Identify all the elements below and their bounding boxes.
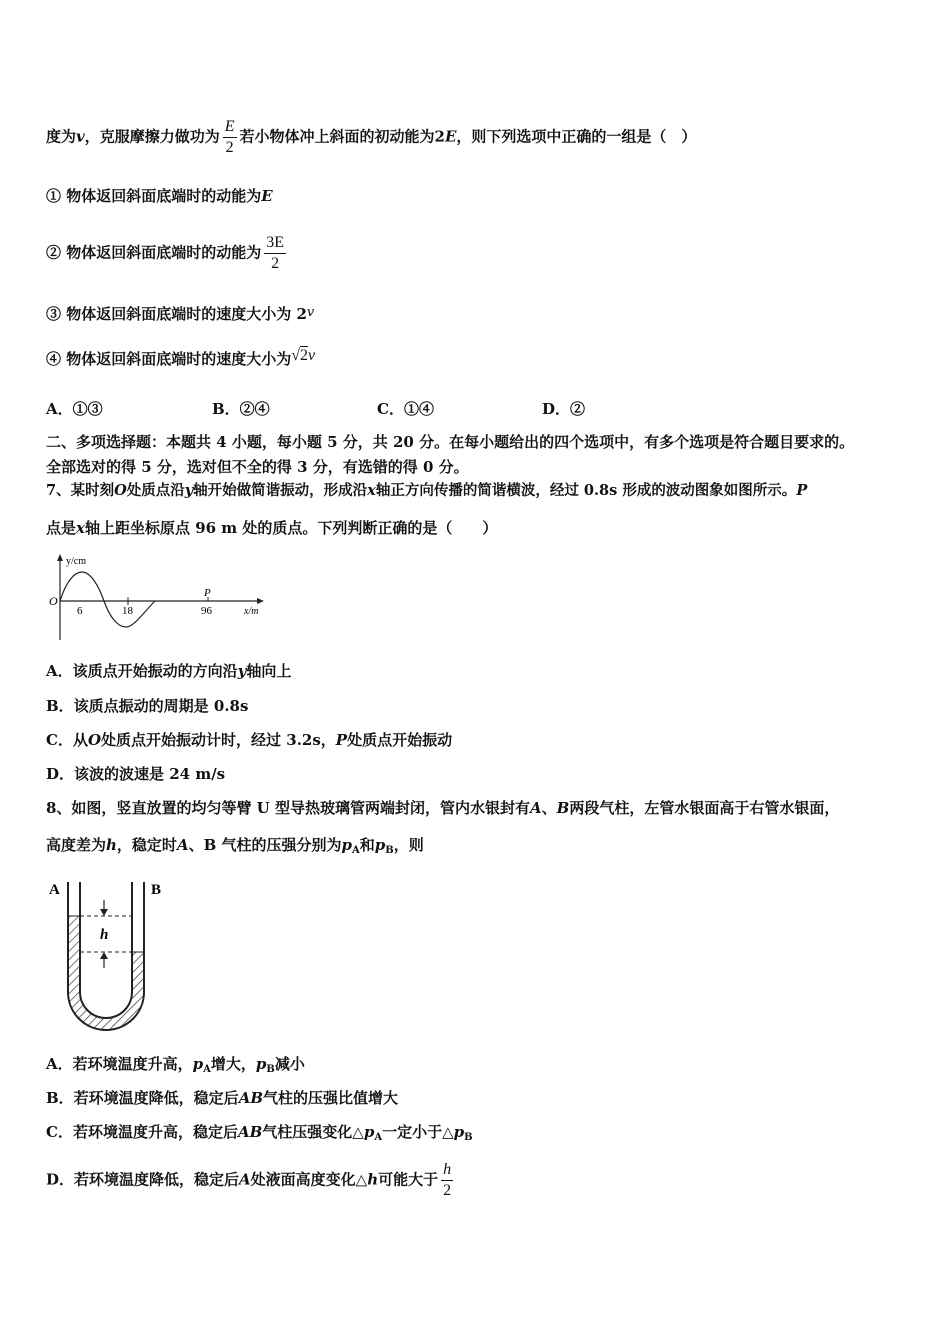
tick-label-18: 18 bbox=[122, 605, 133, 617]
q7-option-b[interactable]: B．该质点振动的周期是 0.8s bbox=[46, 697, 249, 715]
text: 若小物体冲上斜面的初动能为2 bbox=[239, 127, 445, 146]
x-axis-label: x/m bbox=[244, 606, 259, 617]
origin-label: O bbox=[49, 594, 58, 608]
q8-stem-line-1: 8、如图，竖直放置的均匀等臂 U 型导热玻璃管两端封闭，管内水银封有A、B两段气柱，左管水银面高于右管水银面， bbox=[46, 799, 840, 817]
var-v: v bbox=[76, 127, 85, 146]
q8-option-a[interactable]: A．若环境温度升高，$p_A$增大，$p_B$减小 bbox=[46, 1055, 305, 1075]
fraction-3e-over-2: $\frac{3E}{2}$ bbox=[266, 234, 285, 272]
q6-option-d[interactable]: D．② bbox=[542, 400, 586, 418]
arrowhead-down-icon bbox=[100, 909, 108, 916]
wave-graph bbox=[44, 552, 274, 644]
y-axis-arrow-icon bbox=[57, 554, 63, 561]
q8-stem-line-2: 高度差为h，稳定时A、B 气柱的压强分别为$p_A$和$p_B$，则 bbox=[46, 836, 424, 856]
section-instructions: 全部选对的得 5 分，选对但不全的得 3 分，有选错的得 0 分。 bbox=[46, 458, 469, 476]
text: ，则下列选项中正确的一组是（ ） bbox=[456, 127, 697, 146]
y-axis-label: y/cm bbox=[66, 556, 86, 567]
q7-option-d[interactable]: D．该波的波速是 24 m/s bbox=[46, 765, 226, 783]
section-heading: 二、多项选择题：本题共 4 小题，每小题 5 分，共 20 分。在每小题给出的四个选项中，有多个选项是符合题目要求的。 bbox=[46, 433, 855, 451]
q7-stem-line-1: 7、某时刻O处质点沿y轴开始做简谐振动，形成沿x轴正方向传播的简谐横波，经过 0.8s 形成的波动图象如图所示。P bbox=[46, 482, 808, 499]
text: ，克服摩擦力做功为 bbox=[84, 127, 220, 146]
text: 度为 bbox=[46, 127, 77, 146]
label-a: A bbox=[49, 882, 60, 898]
q8-option-c[interactable]: C．若环境温度升高，稳定后AB气柱压强变化$\triangle p_A$一定小于$\triangle p_B$ bbox=[46, 1123, 473, 1143]
x-axis-arrow-icon bbox=[257, 598, 264, 604]
q6-option-b[interactable]: B．②④ bbox=[212, 400, 270, 418]
label-b: B bbox=[151, 882, 162, 898]
q6-option-a[interactable]: A．①③ bbox=[46, 400, 103, 418]
statement-4: ④ 物体返回斜面底端时的速度大小为√2v bbox=[46, 347, 316, 368]
q7-option-c[interactable]: C．从O处质点开始振动计时，经过 3.2s，P处质点开始振动 bbox=[46, 731, 453, 749]
q6-option-c[interactable]: C．①④ bbox=[377, 400, 434, 418]
fraction-h-over-2: $\frac{h}{2}$ bbox=[443, 1161, 452, 1199]
var-E: E bbox=[444, 127, 457, 146]
point-p-label: P bbox=[204, 587, 211, 599]
statement-3: ③ 物体返回斜面底端时的速度大小为 2v bbox=[46, 305, 315, 323]
statement-1: ① 物体返回斜面底端时的动能为E bbox=[46, 187, 273, 205]
q8-option-d[interactable]: D．若环境温度降低，稳定后A处液面高度变化△h可能大于 $\frac{h}{2}$ bbox=[46, 1161, 452, 1199]
q7-stem-line-2: 点是x轴上距坐标原点 96 m 处的质点。下列判断正确的是（ ） bbox=[46, 519, 498, 537]
tube-inner-wall bbox=[80, 882, 132, 1018]
statement-2: ② 物体返回斜面底端时的动能为 $\frac{3E}{2}$ bbox=[46, 234, 285, 272]
arrowhead-up-icon bbox=[100, 952, 108, 959]
q6-stem-line bbox=[46, 117, 696, 158]
q8-option-b[interactable]: B．若环境温度降低，稳定后AB气柱的压强比值增大 bbox=[46, 1089, 399, 1107]
u-tube-figure bbox=[44, 874, 174, 1040]
fraction-e-over-2: $\frac{E}{2}$ bbox=[224, 118, 235, 156]
tick-label-96: 96 bbox=[201, 605, 212, 617]
wave-curve bbox=[60, 572, 155, 627]
q7-option-a[interactable]: A．该质点开始振动的方向沿y轴向上 bbox=[46, 662, 292, 680]
tick-label-6: 6 bbox=[77, 605, 83, 617]
label-h: h bbox=[100, 927, 109, 943]
